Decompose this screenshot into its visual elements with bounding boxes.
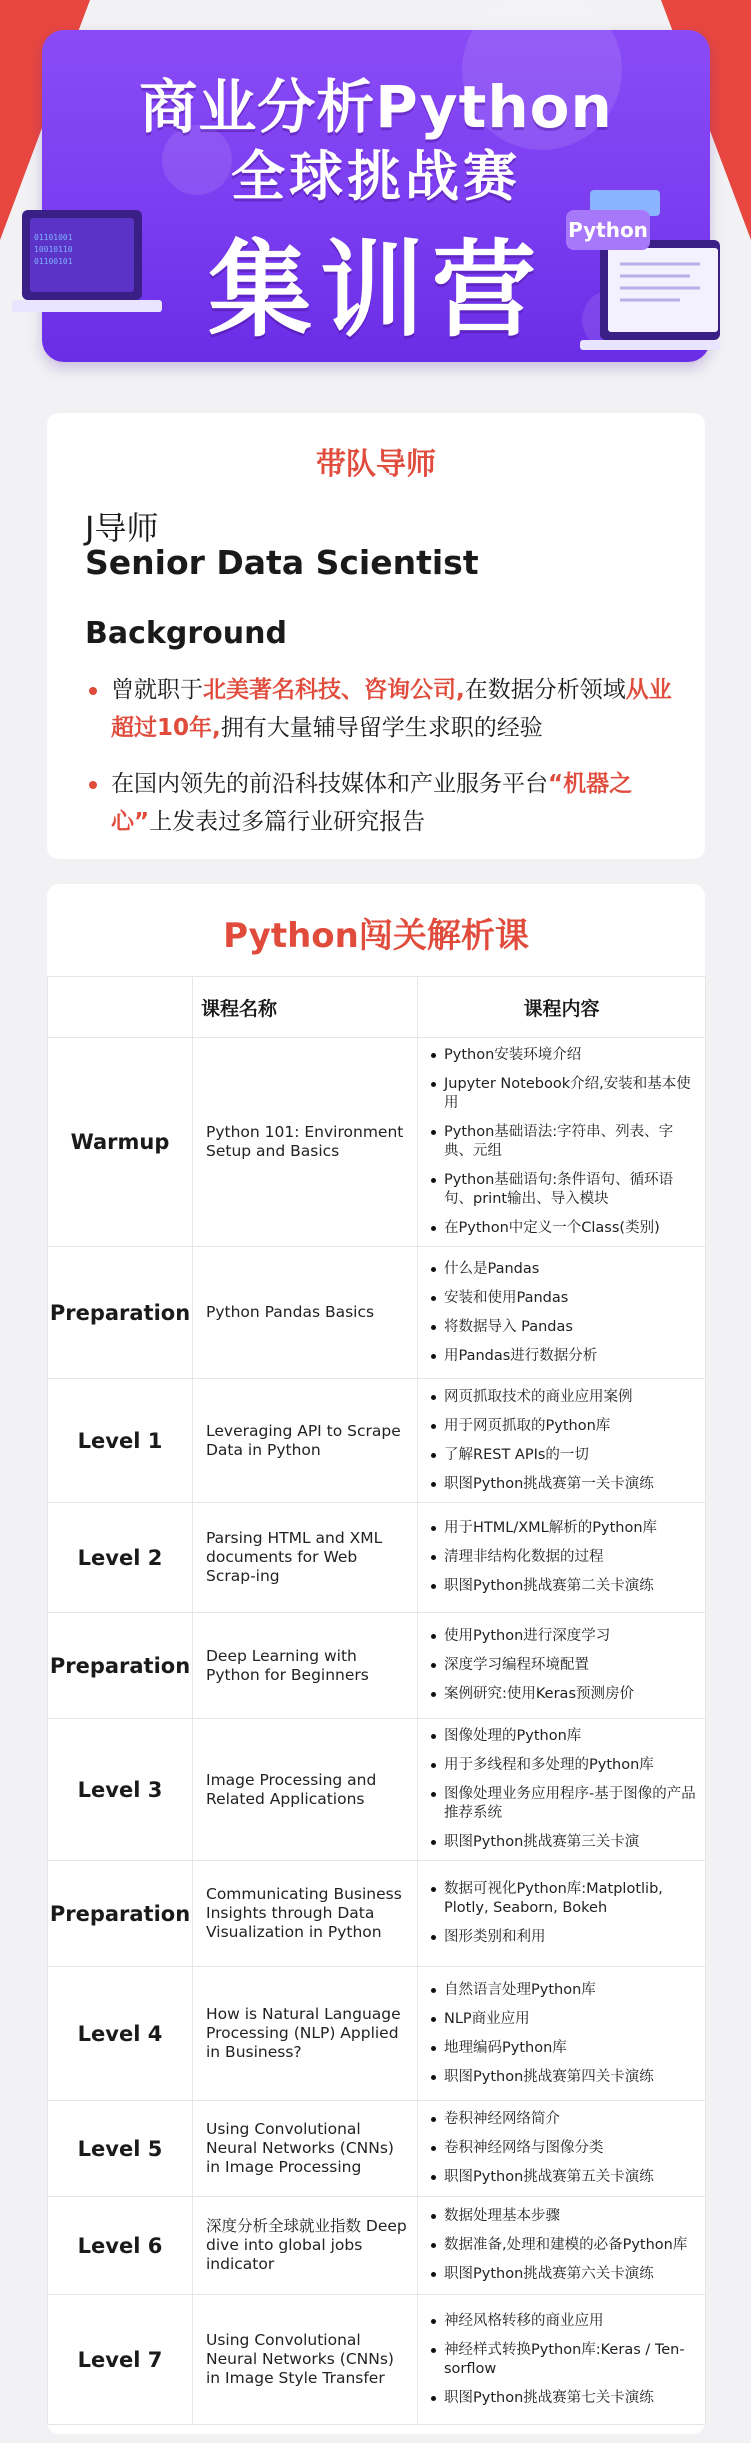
content-list	[428, 1627, 697, 1704]
content-list	[428, 2207, 697, 2284]
level-cell: Level 6	[48, 2197, 193, 2295]
content-list	[428, 1880, 697, 1947]
list-item: 用Pandas进行数据分析	[428, 1347, 697, 1366]
list-item: 深度学习编程环境配置	[428, 1656, 697, 1675]
table-row	[48, 2197, 706, 2295]
list-item: 地理编码Python库	[428, 2039, 697, 2058]
course-content-cell	[418, 1967, 706, 2101]
content-list	[428, 2312, 697, 2408]
content-list	[428, 1260, 697, 1366]
list-item: NLP商业应用	[428, 2010, 697, 2029]
list-item: 图像处理业务应用程序-基于图像的产品推荐系统	[428, 1785, 697, 1823]
content-list	[428, 1981, 697, 2087]
content-list	[428, 1388, 697, 1494]
mentor-role: Senior Data Scientist	[85, 543, 479, 582]
course-name-cell: Deep Learning with Python for Beginners	[193, 1613, 418, 1719]
column-header-level	[48, 977, 193, 1038]
list-item: 图形类别和利用	[428, 1928, 697, 1947]
level-cell: Preparation	[48, 1613, 193, 1719]
list-item: 卷积神经网络与图像分类	[428, 2139, 697, 2158]
list-item: 用于多线程和多处理的Python库	[428, 1756, 697, 1775]
column-header-course-name: 课程名称	[193, 977, 418, 1038]
content-list	[428, 1046, 697, 1238]
highlight-text: 从业超过10年,	[111, 677, 672, 741]
course-name-cell: Python 101: Environment Setup and Basics	[193, 1038, 418, 1247]
background-item	[85, 765, 675, 841]
level-cell: Level 3	[48, 1719, 193, 1861]
highlight-text: “机器之心”	[111, 771, 633, 835]
body-text: 曾就职于	[111, 677, 203, 703]
level-cell: Preparation	[48, 1861, 193, 1967]
course-name-cell: How is Natural Language Processing (NLP) Applied in Business?	[193, 1967, 418, 2101]
table-row	[48, 1503, 706, 1613]
list-item: 自然语言处理Python库	[428, 1981, 697, 2000]
list-item: 数据准备,处理和建模的必备Python库	[428, 2236, 697, 2255]
course-name-cell: Parsing HTML and XML documents for Web Scrap-ing	[193, 1503, 418, 1613]
course-content-cell	[418, 1038, 706, 1247]
background-list	[85, 671, 675, 859]
list-item: 使用Python进行深度学习	[428, 1627, 697, 1646]
level-cell: Level 1	[48, 1379, 193, 1503]
list-item: 数据处理基本步骤	[428, 2207, 697, 2226]
list-item: 什么是Pandas	[428, 1260, 697, 1279]
course-table	[47, 976, 706, 2425]
level-cell: Warmup	[48, 1038, 193, 1247]
list-item: 清理非结构化数据的过程	[428, 1548, 697, 1567]
table-row	[48, 1379, 706, 1503]
list-item: 图像处理的Python库	[428, 1727, 697, 1746]
banner-title-line1: 商业分析Python	[139, 73, 613, 141]
table-row	[48, 2295, 706, 2425]
mentor-name: J导师	[85, 509, 159, 547]
list-item: 职图Python挑战赛第四关卡演练	[428, 2068, 697, 2087]
course-content-cell	[418, 1379, 706, 1503]
table-row	[48, 1719, 706, 1861]
list-item: Python基础语句:条件语句、循环语句、print输出、导入模块	[428, 1171, 697, 1209]
list-item: 职图Python挑战赛第七关卡演练	[428, 2389, 697, 2408]
list-item: 了解REST APIs的一切	[428, 1446, 697, 1465]
table-row	[48, 2101, 706, 2197]
list-item: 神经风格转移的商业应用	[428, 2312, 697, 2331]
list-item: 用于网页抓取的Python库	[428, 1417, 697, 1436]
list-item: 数据可视化Python库:Matplotlib, Plotly, Seaborn, Bokeh	[428, 1880, 697, 1918]
table-row	[48, 1038, 706, 1247]
list-item: 将数据导入 Pandas	[428, 1318, 697, 1337]
list-item: 神经样式转换Python库:Keras / Ten-sorflow	[428, 2341, 697, 2379]
banner-title-line3: 集训营	[207, 229, 544, 351]
background-heading: Background	[85, 616, 287, 651]
svg-text:01101001: 01101001	[34, 233, 73, 242]
body-text: 上发表过多篇行业研究报告	[149, 809, 426, 835]
python-tag: Python	[566, 210, 650, 250]
table-header-row	[48, 977, 706, 1038]
course-content-cell	[418, 1247, 706, 1379]
course-name-cell: Leveraging API to Scrape Data in Python	[193, 1379, 418, 1503]
course-name-cell: 深度分析全球就业指数 Deep dive into global jobs indicator	[193, 2197, 418, 2295]
level-cell: Level 2	[48, 1503, 193, 1613]
level-cell: Level 5	[48, 2101, 193, 2197]
list-item: 安装和使用Pandas	[428, 1289, 697, 1308]
course-card	[47, 884, 705, 2434]
list-item: 卷积神经网络简介	[428, 2110, 697, 2129]
content-list	[428, 1727, 697, 1852]
table-row	[48, 1247, 706, 1379]
list-item: Python安装环境介绍	[428, 1046, 697, 1065]
course-content-cell	[418, 2197, 706, 2295]
course-name-cell: Using Convolutional Neural Networks (CNNs) in Image Processing	[193, 2101, 418, 2197]
list-item: 网页抓取技术的商业应用案例	[428, 1388, 697, 1407]
list-item: 在Python中定义一个Class(类别)	[428, 1219, 697, 1238]
list-item: Python基础语法:字符串、列表、字典、元组	[428, 1123, 697, 1161]
course-content-cell	[418, 1503, 706, 1613]
course-name-cell: Using Convolutional Neural Networks (CNNs) in Image Style Transfer	[193, 2295, 418, 2425]
mentor-section-title: 带队导师	[316, 447, 436, 482]
level-cell: Preparation	[48, 1247, 193, 1379]
mentor-card	[47, 413, 705, 859]
highlight-text: 北美著名科技、咨询公司,	[203, 677, 465, 703]
list-item: 案例研究:使用Keras预测房价	[428, 1685, 697, 1704]
content-list	[428, 1519, 697, 1596]
table-row	[48, 1967, 706, 2101]
body-text: 在数据分析领域	[464, 677, 626, 703]
list-item: 职图Python挑战赛第一关卡演练	[428, 1475, 697, 1494]
course-content-cell	[418, 1861, 706, 1967]
content-list	[428, 2110, 697, 2187]
banner-title-line2: 全球挑战赛	[231, 145, 521, 208]
list-item: 职图Python挑战赛第三关卡演	[428, 1833, 697, 1852]
svg-text:01100101: 01100101	[34, 257, 73, 266]
course-content-cell	[418, 1613, 706, 1719]
table-row	[48, 1861, 706, 1967]
course-section-title: Python闯关解析课	[223, 916, 529, 956]
table-row	[48, 1613, 706, 1719]
background-item	[85, 671, 675, 747]
course-content-cell	[418, 1719, 706, 1861]
svg-text:10010110: 10010110	[34, 245, 73, 254]
list-item: 职图Python挑战赛第六关卡演练	[428, 2265, 697, 2284]
list-item: Jupyter Notebook介绍,安装和基本使用	[428, 1075, 697, 1113]
course-content-cell	[418, 2101, 706, 2197]
course-name-cell: Image Processing and Related Applications	[193, 1719, 418, 1861]
course-name-cell: Communicating Business Insights through Data Visualization in Python	[193, 1861, 418, 1967]
list-item: 用于HTML/XML解析的Python库	[428, 1519, 697, 1538]
list-item: 职图Python挑战赛第二关卡演练	[428, 1577, 697, 1596]
body-text: 拥有大量辅导留学生求职的经验	[220, 715, 543, 741]
level-cell: Level 7	[48, 2295, 193, 2425]
course-name-cell: Python Pandas Basics	[193, 1247, 418, 1379]
column-header-course-content: 课程内容	[418, 977, 706, 1038]
list-item: 职图Python挑战赛第五关卡演练	[428, 2168, 697, 2187]
body-text: 在国内领先的前沿科技媒体和产业服务平台	[111, 771, 548, 797]
level-cell: Level 4	[48, 1967, 193, 2101]
course-content-cell	[418, 2295, 706, 2425]
hero-banner	[34, 30, 710, 362]
